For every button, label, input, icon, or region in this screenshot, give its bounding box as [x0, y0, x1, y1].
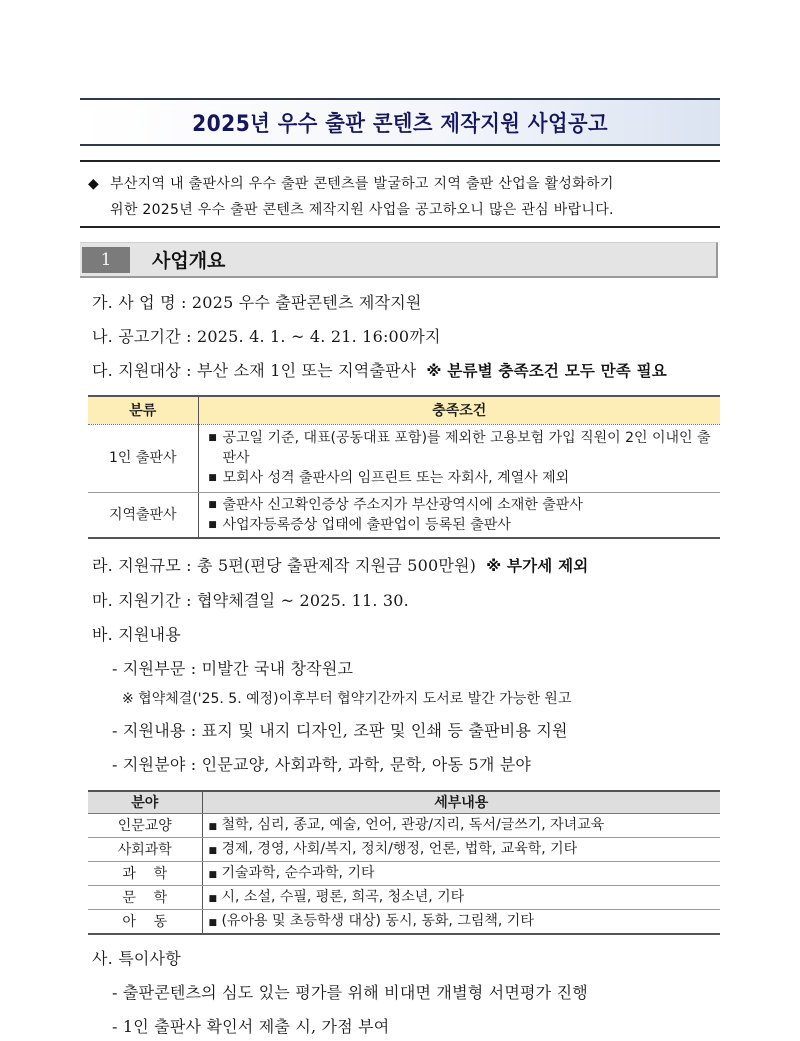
detail-text: (유아용 및 초등학생 대상) 동시, 동화, 그림책, 기타: [221, 912, 534, 929]
square-bullet-icon: ■: [208, 433, 217, 443]
item-content-sub2: - 지원내용 : 표지 및 내지 디자인, 조판 및 인쇄 등 출판비용 지원: [112, 721, 568, 740]
section-title: 사업개요: [152, 250, 226, 272]
item-target-text: 다. 지원대상 : 부산 소재 1인 또는 지역출판사: [92, 361, 417, 380]
category-cell: 지역출판사: [88, 492, 198, 538]
item-special: 사. 특이사항: [92, 949, 181, 968]
intro-line-2: [88, 197, 720, 223]
eligibility-table: [88, 395, 720, 539]
table-row: [88, 424, 720, 492]
condition-text: 공고일 기준, 대표(공동대표 포함)를 제외한 고용보험 가입 직원이 2인 이내인 출판사: [222, 430, 711, 466]
detail-text: 시, 소설, 수필, 평론, 희곡, 청소년, 기타: [221, 888, 465, 905]
square-bullet-icon: ■: [208, 893, 218, 904]
conditions-cell: [198, 424, 720, 492]
item-notice-period: 나. 공고기간 : 2025. 4. 1. ~ 4. 21. 16:00까지: [92, 327, 441, 346]
item-target-note: ※ 분류별 충족조건 모두 만족 필요: [426, 362, 667, 380]
field-cell: 사회과학: [88, 837, 202, 861]
item-special-sub2: - 1인 출판사 확인서 제출 시, 가점 부여: [112, 1017, 390, 1036]
condition-item: [203, 468, 717, 488]
table-row: [88, 492, 720, 538]
item-project-name: 가. 사 업 명 : 2025 우수 출판콘텐츠 제작지원: [92, 293, 422, 312]
item-scale-text: 라. 지원규모 : 총 5편(편당 출판제작 지원금 500만원): [92, 556, 477, 575]
condition-item: [203, 428, 717, 468]
square-bullet-icon: ■: [208, 869, 218, 880]
square-bullet-icon: ■: [208, 473, 217, 483]
condition-text: 모회사 성격 출판사의 임프린트 또는 자회사, 계열사 제외: [222, 470, 570, 486]
intro-text-2: 위한 2025년 우수 출판 콘텐츠 제작지원 사업을 공고하오니 많은 관심 바랍니다.: [110, 202, 614, 218]
detail-cell: [202, 837, 720, 861]
category-cell: 1인 출판사: [88, 424, 198, 492]
square-bullet-icon: ■: [208, 845, 218, 856]
item-scale-note: ※ 부가세 제외: [486, 557, 589, 575]
condition-item: [203, 495, 717, 515]
table-row: [88, 813, 720, 837]
item-special-sub1: - 출판콘텐츠의 심도 있는 평가를 위해 비대면 개별형 서면평가 진행: [112, 983, 588, 1002]
square-bullet-icon: ■: [208, 821, 218, 832]
square-bullet-icon: ■: [208, 519, 217, 530]
square-bullet-icon: ■: [208, 917, 218, 928]
condition-item: [203, 515, 717, 535]
field-cell: 과 학: [88, 861, 202, 885]
field-cell: 문 학: [88, 885, 202, 909]
item-content-sub3: - 지원분야 : 인문교양, 사회과학, 과학, 문학, 아동 5개 분야: [112, 755, 532, 774]
section-header: [80, 242, 718, 278]
page-title: 2025년 우수 출판 콘텐츠 제작지원 사업공고: [192, 111, 608, 137]
field-cell: 아 동: [88, 909, 202, 934]
field-cell: 인문교양: [88, 813, 202, 837]
detail-text: 철학, 심리, 종교, 예술, 언어, 관광/지리, 독서/글쓰기, 자녀교육: [221, 816, 605, 833]
condition-text: 사업자등록증상 업태에 출판업이 등록된 출판사: [222, 516, 511, 533]
intro-line-1: [88, 171, 720, 197]
header-conditions: 충족조건: [198, 396, 720, 424]
item-target: [92, 358, 667, 381]
detail-cell: [202, 813, 720, 837]
diamond-bullet-icon: ◆: [88, 176, 99, 192]
square-bullet-icon: ■: [208, 499, 217, 510]
item-content: 바. 지원내용: [92, 625, 181, 644]
item-content-sub1: - 지원부문 : 미발간 국내 창작원고: [112, 659, 354, 678]
intro-text-1: 부산지역 내 출판사의 우수 출판 콘텐츠를 발굴하고 지역 출판 산업을 활성화하기: [110, 176, 614, 192]
condition-text: 출판사 신고확인증상 주소지가 부산광역시에 소재한 출판사: [222, 496, 583, 513]
table-row: [88, 909, 720, 934]
intro-box: [80, 160, 720, 228]
conditions-cell: [198, 492, 720, 538]
table-row: [88, 885, 720, 909]
item-period: 마. 지원기간 : 협약체결일 ~ 2025. 11. 30.: [92, 591, 409, 610]
detail-cell: [202, 861, 720, 885]
item-scale: [92, 553, 588, 576]
detail-cell: [202, 885, 720, 909]
header-category: 분류: [88, 396, 198, 424]
title-box: [80, 98, 720, 146]
detail-text: 기술과학, 순수과학, 기타: [221, 864, 375, 881]
section-number: 1: [82, 247, 130, 273]
detail-text: 경제, 경영, 사회/복지, 정치/행정, 언론, 법학, 교육학, 기타: [221, 840, 578, 857]
table-header-row: [88, 791, 720, 813]
table-row: [88, 861, 720, 885]
table-header-row: [88, 396, 720, 424]
header-detail: 세부내용: [202, 791, 720, 813]
item-content-note: ※ 협약체결('25. 5. 예정)이후부터 협약기간까지 도서로 발간 가능한 원고: [122, 691, 572, 707]
header-field: 분야: [88, 791, 202, 813]
field-table: [88, 790, 720, 935]
detail-cell: [202, 909, 720, 934]
table-row: [88, 837, 720, 861]
